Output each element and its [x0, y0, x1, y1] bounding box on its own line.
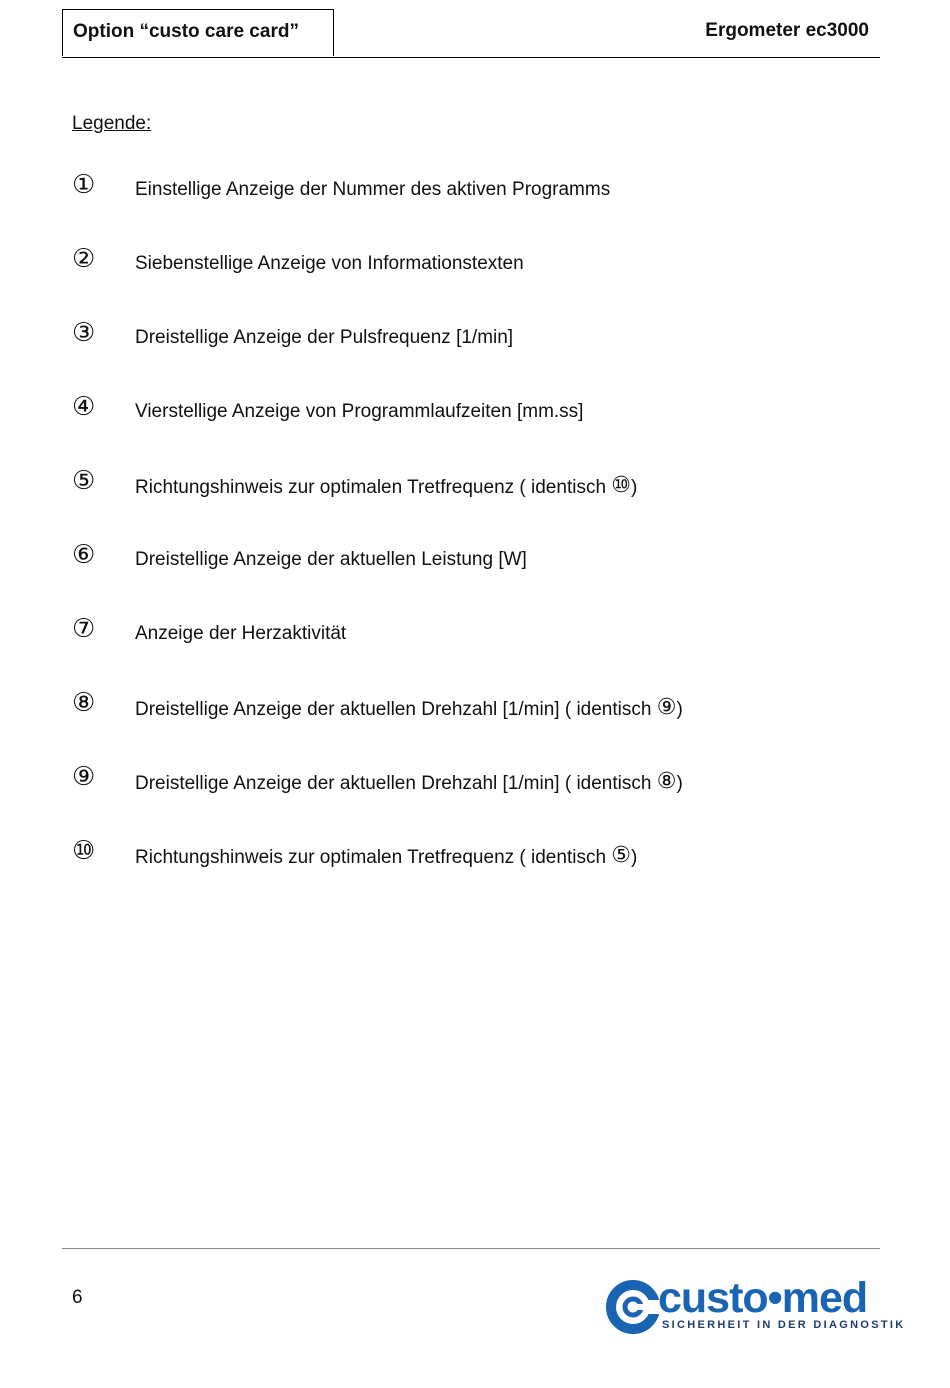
legend-number: ② — [72, 244, 96, 274]
legend-text — [135, 474, 637, 500]
legend-number: ⑦ — [72, 614, 96, 644]
legend-description: Anzeige der Herzaktivität — [135, 623, 347, 644]
logo-tagline: SICHERHEIT IN DER DIAGNOSTIK — [662, 1319, 906, 1331]
legend-title: Legende: — [72, 113, 152, 134]
header-right-title: Ergometer ec3000 — [705, 20, 869, 41]
legend-description: Einstellige Anzeige der Nummer des aktiven Programms — [135, 179, 611, 200]
legend-description: Dreistellige Anzeige der aktuellen Leistung [W] — [135, 549, 527, 570]
legend-item-4 — [72, 392, 832, 466]
legend-text — [135, 400, 583, 424]
legend-text — [135, 622, 346, 646]
legend-text — [135, 178, 610, 202]
legend-suffix: ) — [631, 477, 638, 498]
legend-item-2 — [72, 244, 832, 318]
header-title-box — [62, 9, 334, 56]
legend-item-8 — [72, 688, 832, 762]
footer-divider — [62, 1248, 880, 1249]
legend-text — [135, 844, 637, 870]
legend-reference-number: ⑨ — [656, 695, 677, 720]
legend-description: Richtungshinweis zur optimalen Tretfrequenz ( identisch — [135, 847, 612, 868]
legend-item-7 — [72, 614, 832, 688]
legend-item-3 — [72, 318, 832, 392]
legend-number: ⑥ — [72, 540, 96, 570]
legend-text — [135, 548, 527, 572]
legend-number: ③ — [72, 318, 96, 348]
legend-description: Siebenstellige Anzeige von Informationstexten — [135, 253, 524, 274]
legend-text — [135, 326, 513, 350]
legend-text — [135, 252, 524, 276]
legend-number: ⑤ — [72, 466, 96, 496]
header-left-title: Option “custo care card” — [73, 21, 299, 42]
page-header — [62, 9, 880, 58]
legend-item-1 — [72, 170, 832, 244]
legend-description: Dreistellige Anzeige der Pulsfrequenz [1/min] — [135, 327, 514, 348]
custo-med-logo-mark-icon — [606, 1280, 660, 1334]
legend-number: ① — [72, 170, 96, 200]
page-number: 6 — [72, 1287, 83, 1308]
legend-description: Dreistellige Anzeige der aktuellen Drehzahl [1/min] ( identisch — [135, 699, 657, 720]
legend-description: Richtungshinweis zur optimalen Tretfrequenz ( identisch — [135, 477, 612, 498]
legend-reference-number: ⑩ — [611, 473, 632, 498]
legend-number: ⑩ — [72, 836, 96, 866]
custo-med-logo — [606, 1274, 906, 1340]
legend-description: Dreistellige Anzeige der aktuellen Drehzahl [1/min] ( identisch — [135, 773, 657, 794]
legend-number: ④ — [72, 392, 96, 422]
legend-list — [72, 170, 832, 910]
legend-suffix: ) — [676, 773, 683, 794]
legend-reference-number: ⑧ — [656, 769, 677, 794]
legend-number: ⑨ — [72, 762, 96, 792]
legend-item-5 — [72, 466, 832, 540]
legend-item-9 — [72, 762, 832, 836]
legend-suffix: ) — [676, 699, 683, 720]
legend-text — [135, 770, 683, 796]
legend-description: Vierstellige Anzeige von Programmlaufzeiten [mm.ss] — [135, 401, 584, 422]
logo-wordmark: custo•med — [658, 1274, 868, 1322]
legend-item-6 — [72, 540, 832, 614]
legend-suffix: ) — [631, 847, 638, 868]
legend-reference-number: ⑤ — [611, 843, 632, 868]
legend-number: ⑧ — [72, 688, 96, 718]
legend-item-10 — [72, 836, 832, 910]
legend-text — [135, 696, 683, 722]
